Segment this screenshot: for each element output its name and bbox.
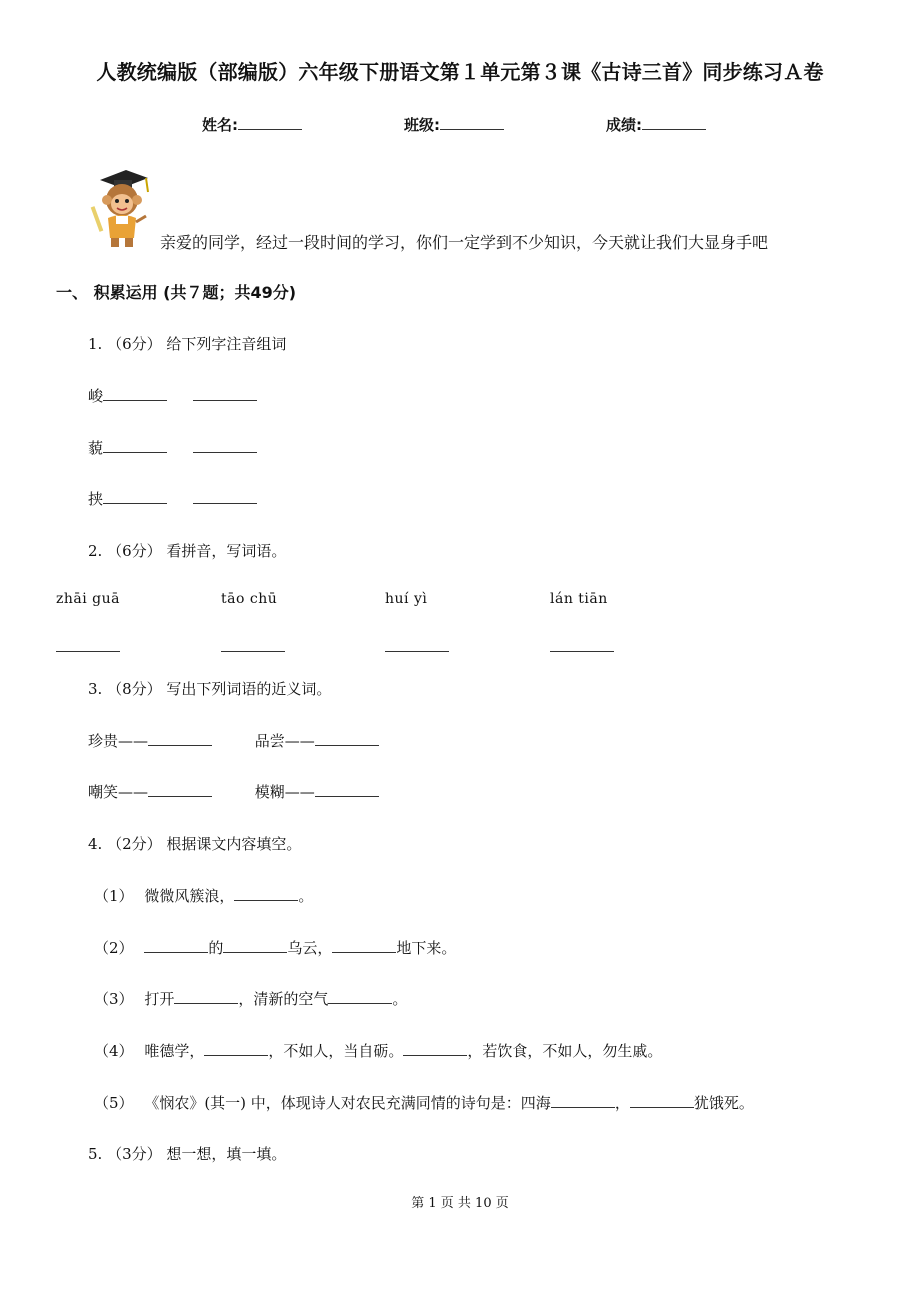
q4-item-number: （4）	[94, 1042, 134, 1060]
q4-text: 的	[208, 939, 224, 957]
score-field	[606, 114, 706, 135]
question-4-header: 4. （2分） 根据课文内容填空。	[88, 835, 302, 853]
q2-answer-blank[interactable]	[56, 650, 120, 652]
question-1-header: 1. （6分） 给下列字注音组词	[88, 335, 287, 353]
q4-text: 乌云，	[287, 939, 333, 957]
q3-row	[88, 781, 379, 802]
q3-row	[88, 730, 379, 751]
q2-pinyin: zhāi guā	[56, 591, 120, 607]
q1-pinyin-blank[interactable]	[103, 438, 167, 453]
q1-row	[88, 488, 257, 509]
q2-answer-blank[interactable]	[221, 650, 285, 652]
q4-text: ，不如人，当自砺。	[268, 1042, 404, 1060]
q4-item-1	[94, 885, 313, 906]
name-blank[interactable]	[238, 115, 302, 130]
question-3-header: 3. （8分） 写出下列词语的近义词。	[88, 680, 332, 698]
q4-text: 微微风簇浪，	[144, 887, 235, 905]
q4-blank[interactable]	[234, 886, 298, 901]
q1-char: 峻	[88, 387, 104, 405]
greeting-text: 亲爱的同学，经过一段时间的学习，你们一定学到不少知识，今天就让我们大显身手吧	[160, 233, 769, 252]
q1-char: 藐	[88, 439, 104, 457]
q4-text: 犹饿死。	[693, 1094, 754, 1112]
q2-pinyin: lán tiān	[550, 591, 608, 607]
q4-text: 。	[392, 990, 408, 1008]
q4-blank[interactable]	[223, 938, 287, 953]
q1-word-blank[interactable]	[193, 438, 257, 453]
name-field	[202, 114, 302, 135]
class-blank[interactable]	[440, 115, 504, 130]
q4-blank[interactable]	[204, 1041, 268, 1056]
score-label: 成绩:	[606, 116, 642, 134]
q4-text: 唯德学，	[144, 1042, 205, 1060]
q4-item-4	[94, 1040, 662, 1061]
q4-item-number: （5）	[94, 1094, 134, 1112]
q2-answer-blank[interactable]	[550, 650, 614, 652]
q3-word: 嘲笑——	[88, 783, 149, 801]
q4-blank[interactable]	[174, 989, 238, 1004]
q3-blank[interactable]	[315, 731, 379, 746]
q4-blank[interactable]	[144, 938, 208, 953]
q4-item-3	[94, 988, 407, 1009]
q4-item-5	[94, 1092, 754, 1113]
q4-blank[interactable]	[403, 1041, 467, 1056]
q1-char: 挟	[88, 490, 104, 508]
q4-text: ，若饮食，不如人，勿生戚。	[467, 1042, 663, 1060]
class-label: 班级:	[404, 116, 440, 134]
question-2-header: 2. （6分） 看拼音，写词语。	[88, 542, 287, 560]
q4-text: 地下来。	[396, 939, 457, 957]
q4-text: 。	[298, 887, 314, 905]
q4-text: ，	[614, 1094, 630, 1112]
q1-row	[88, 437, 257, 458]
q3-word: 珍贵——	[88, 732, 149, 750]
q4-blank[interactable]	[332, 938, 396, 953]
q4-text: ，清新的空气	[238, 990, 329, 1008]
q4-item-number: （1）	[94, 887, 134, 905]
q1-word-blank[interactable]	[193, 489, 257, 504]
q4-item-number: （2）	[94, 939, 134, 957]
q4-blank[interactable]	[328, 989, 392, 1004]
q2-answer-blank[interactable]	[385, 650, 449, 652]
section-heading: 一、 积累运用 (共７题；共49分)	[56, 283, 297, 302]
q3-word: 品尝——	[254, 732, 315, 750]
q2-pinyin: tāo chū	[221, 591, 278, 607]
name-label: 姓名:	[202, 116, 238, 134]
q4-blank[interactable]	[551, 1093, 615, 1108]
q3-blank[interactable]	[315, 782, 379, 797]
q3-blank[interactable]	[148, 731, 212, 746]
q3-word: 模糊——	[254, 783, 315, 801]
q4-item-number: （3）	[94, 990, 134, 1008]
question-5-header: 5. （3分） 想一想，填一填。	[88, 1145, 287, 1163]
page-title: 人教统编版（部编版）六年级下册语文第１单元第３课《古诗三首》同步练习Ａ卷	[96, 60, 824, 84]
q4-item-2	[94, 937, 456, 958]
q2-pinyin: huí yì	[385, 591, 428, 607]
q4-text: 《悯农》(其一) 中，体现诗人对农民充满同情的诗句是：四海	[144, 1094, 551, 1112]
q1-pinyin-blank[interactable]	[103, 489, 167, 504]
q1-word-blank[interactable]	[193, 386, 257, 401]
q4-text: 打开	[144, 990, 175, 1008]
q1-row	[88, 385, 257, 406]
q4-blank[interactable]	[630, 1093, 694, 1108]
q3-blank[interactable]	[148, 782, 212, 797]
class-field	[404, 114, 504, 135]
graduate-monkey-icon	[86, 166, 152, 250]
score-blank[interactable]	[642, 115, 706, 130]
page-footer: 第 1 页 共 10 页	[411, 1196, 509, 1211]
q1-pinyin-blank[interactable]	[103, 386, 167, 401]
